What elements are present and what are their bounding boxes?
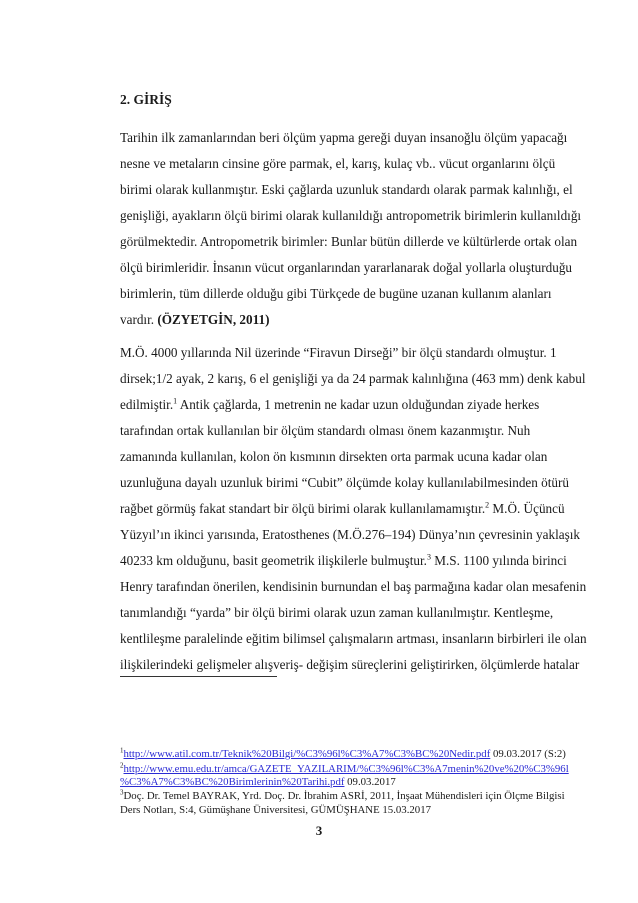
page-number: 3 [315, 823, 323, 838]
footnote-2-date: 09.03.2017 [344, 776, 396, 788]
footnote-2-link-cont[interactable]: %C3%A7%C3%BC%20Birimlerinin%20Tarihi.pdf [120, 776, 345, 788]
paragraph1-line-5: görülmektedir. Antropometrik birimler: Bunlar bütün dillerde ve kültürlerde ortak olan [120, 234, 578, 249]
paragraph1-line-8 [120, 312, 269, 328]
paragraph2-line-13: ilişkilerindeki gelişmeler alışveriş- değişim süreçlerini geliştirirken, ölçümlerde hatalar [120, 657, 580, 672]
paragraph2-line-2: dirsek;1/2 ayak, 2 karış, 6 el genişliği ya da 24 parmak kalınlığına (463 mm) denk kabul [120, 371, 586, 386]
footnote-3-text: Doç. Dr. Temel BAYRAK, Yrd. Doç. Dr. İbrahim ASRİ, 2011, İnşaat Mühendisleri için Ölçme Bilgisi [123, 790, 565, 802]
paragraph2-line-9-text-b: M.S. 1100 yılında birinci [430, 553, 567, 568]
paragraph2-line-9 [120, 553, 567, 569]
paragraph2-line-4: tarafından ortak kullanılan bir ölçüm standardı olması önem kazanmıştır. Nuh [120, 423, 531, 438]
paragraph1-line-4: genişliği, ayakların ölçü birimi olarak kullanıldığı antropometrik birimlerin kullanıldığı [120, 208, 582, 223]
paragraph2-line-3 [120, 397, 539, 413]
paragraph2-line-5: zamanında kullanılan, kolon ön kısmının dirsekten orta parmak ucuna kadar olan [120, 449, 548, 464]
paragraph2-line-3-text-a: edilmiştir. [120, 397, 174, 412]
paragraph1-line-3: birimi olarak kullanmıştır. Eski çağlarda uzunluk standardı olarak parmak kalınlığı, el [120, 182, 573, 197]
paragraph2-line-7-text-b: M.Ö. Üçüncü [489, 501, 565, 516]
paragraph1-line-2: nesne ve metaların cinsine göre parmak, el, karış, kulaç vb.. vücut organlarını ölçü [120, 156, 556, 171]
footnote-ref-3[interactable]: 3 [426, 552, 431, 562]
footnote-1-date: 09.03.2017 (S:2) [490, 748, 566, 760]
footnote-2-number: 2 [120, 761, 124, 770]
paragraph1-line-8-text: vardır. [120, 312, 158, 327]
footnote-2-cont [120, 776, 396, 789]
paragraph1-line-6: ölçü birimleridir. İnsanın vücut organlarından yararlanarak doğal yollarla oluşturduğu [120, 260, 573, 275]
paragraph1-line-1: Tarihin ilk zamanlarından beri ölçüm yapma gereği duyan insanoğlu ölçüm yapacağı [120, 130, 568, 145]
paragraph2-line-3-text-b: Antik çağlarda, 1 metrenin ne kadar uzun olduğundan ziyade herkes [177, 397, 540, 412]
paragraph2-line-7 [120, 501, 565, 517]
paragraph2-line-7-text-a: rağbet görmüş fakat standart bir ölçü birimi olarak kullanılamamıştır. [120, 501, 486, 516]
footnote-separator [120, 676, 277, 677]
footnote-3 [120, 790, 565, 803]
paragraph1-line-7: birimlerin, tüm dillerde olduğu gibi Türkçede de bugüne uzanan kullanım alanları [120, 286, 552, 301]
paragraph2-line-12: kentlileşme paralelinde eğitim bilimsel çalışmaların artması, insanların birbirleri ile olan [120, 631, 587, 646]
footnote-ref-2[interactable]: 2 [485, 500, 490, 510]
paragraph2-line-6: uzunluğuna dayalı uzunluk birimi “Cubit” ölçümde kolay kullanılabilmesinden ötürü [120, 475, 570, 490]
footnote-ref-1[interactable]: 1 [173, 396, 178, 406]
section-heading: 2. GİRİŞ [120, 92, 172, 107]
footnote-3-number: 3 [120, 788, 124, 797]
paragraph2-line-8: Yüzyıl’ın ikinci yarısında, Eratosthenes (M.Ö.276–194) Dünya’nın çevresinin yaklaşık [120, 527, 580, 542]
paragraph2-line-10: Henry tarafından önerilen, kendisinin burnundan el baş parmağına kadar olan mesafenin [120, 579, 587, 594]
citation-ozyetgin: (ÖZYETGİN, 2011) [157, 312, 270, 327]
footnote-3-cont: Ders Notları, S:4, Gümüşhane Üniversitesi, GÜMÜŞHANE 15.03.2017 [120, 804, 431, 816]
footnote-2-link[interactable]: http://www.emu.edu.tr/amca/GAZETE_YAZILARIM/%C3%96l%C3%A7menin%20ve%20%C3%96l [123, 763, 569, 775]
paragraph2-line-9-text-a: 40233 km olduğunu, basit geometrik ilişkilerle bulmuştur. [120, 553, 427, 568]
footnote-1 [120, 748, 566, 761]
footnote-1-number: 1 [120, 746, 124, 755]
footnote-2 [120, 763, 569, 776]
footnote-1-link[interactable]: http://www.atil.com.tr/Teknik%20Bilgi/%C3%96l%C3%A7%C3%BC%20Nedir.pdf [123, 748, 491, 760]
paragraph2-line-1: M.Ö. 4000 yıllarında Nil üzerinde “Firavun Dirseği” bir ölçü standardı olmuştur. 1 [120, 345, 557, 360]
paragraph2-line-11: tanımlandığı “yarda” bir ölçü birimi olarak uzun zaman kullanılmıştır. Kentleşme, [120, 605, 554, 620]
